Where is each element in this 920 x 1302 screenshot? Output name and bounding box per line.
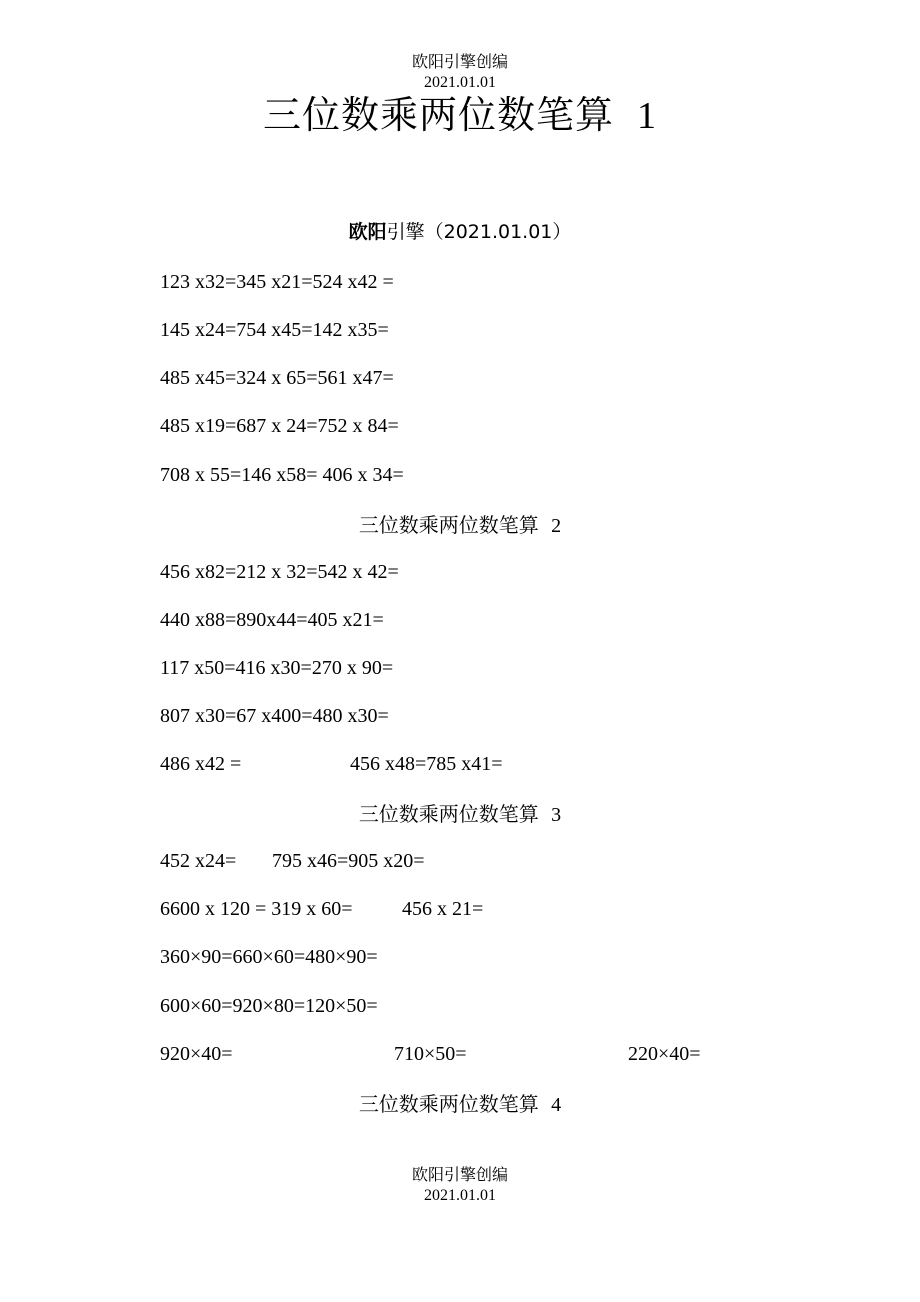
problem-item: 220×40=: [628, 1043, 701, 1065]
problem-item: 710×50=: [394, 1043, 467, 1065]
section-heading: [0, 1092, 920, 1117]
problem-item: 486 x42 =: [160, 753, 242, 775]
problem-line: 485 x45=324 x 65=561 x47=: [160, 367, 394, 389]
byline: [0, 220, 920, 244]
byline-rest: 引擎（2021.01.01）: [386, 221, 572, 243]
problem-item: 795 x46=905 x20=: [272, 850, 425, 872]
problem-item: 456 x 21=: [402, 898, 484, 920]
footer-author: 欧阳引擎创编: [411, 1167, 508, 1184]
section-heading-text: 三位数乘两位数笔算: [358, 802, 539, 826]
section-heading: [0, 802, 920, 827]
problem-line: 360×90=660×60=480×90=: [160, 946, 378, 968]
problem-line: 708 x 55=146 x58= 406 x 34=: [160, 464, 404, 486]
section-heading-text: 三位数乘两位数笔算: [358, 513, 539, 537]
problem-line: 123 x32=345 x21=524 x42 =: [160, 271, 394, 293]
problem-item: 920×40=: [160, 1043, 233, 1065]
header-author: 欧阳引擎创编: [411, 54, 508, 71]
problem-line: 600×60=920×80=120×50=: [160, 995, 378, 1017]
problem-line: 456 x82=212 x 32=542 x 42=: [160, 561, 399, 583]
problem-line: 440 x88=890x44=405 x21=: [160, 609, 384, 631]
problem-line: 117 x50=416 x30=270 x 90=: [160, 657, 394, 679]
section-heading-number: 3: [551, 804, 562, 826]
header-date: 2021.01.01: [424, 74, 496, 91]
footer-date: 2021.01.01: [424, 1187, 496, 1204]
problem-item: 452 x24=: [160, 850, 237, 872]
byline-bold: 欧阳: [348, 221, 387, 243]
title-number: 1: [637, 95, 658, 137]
page-title: [0, 92, 920, 139]
section-heading-number: 4: [551, 1094, 562, 1116]
section-heading-text: 三位数乘两位数笔算: [358, 1092, 539, 1116]
problem-item: 6600 x 120 = 319 x 60=: [160, 898, 353, 920]
section-heading: [0, 513, 920, 538]
section-heading-number: 2: [551, 515, 562, 537]
problem-item: 456 x48=785 x41=: [350, 753, 503, 775]
problem-line: 145 x24=754 x45=142 x35=: [160, 319, 389, 341]
title-text: 三位数乘两位数笔算: [262, 93, 614, 137]
problem-line: 485 x19=687 x 24=752 x 84=: [160, 415, 399, 437]
problem-line: 807 x30=67 x400=480 x30=: [160, 705, 389, 727]
